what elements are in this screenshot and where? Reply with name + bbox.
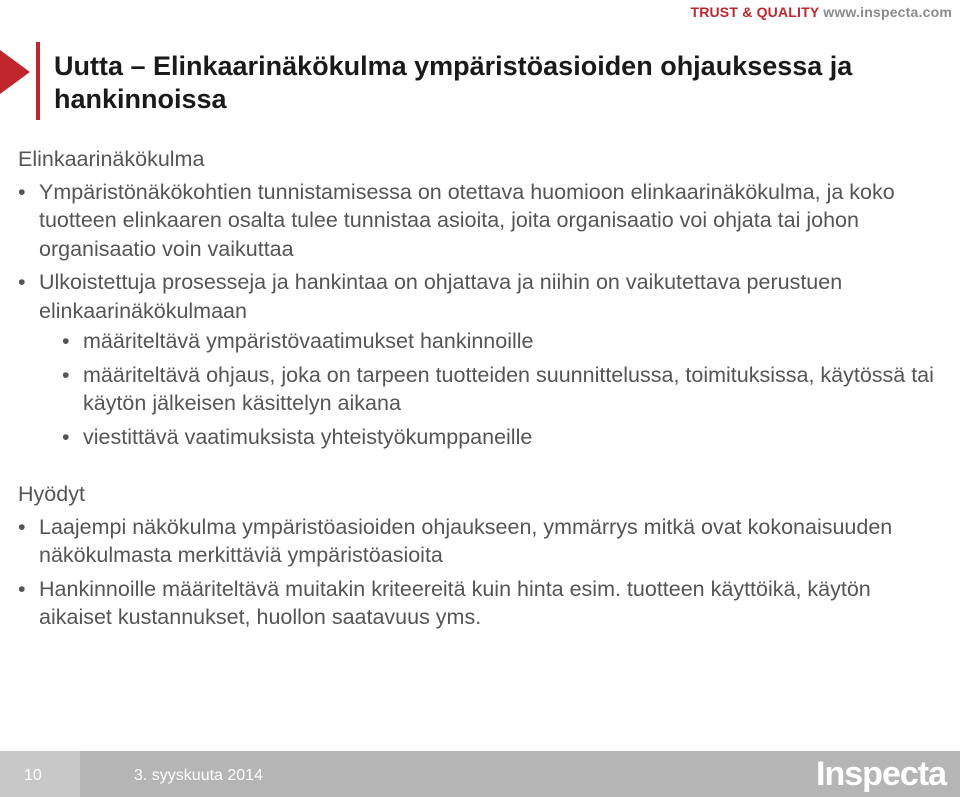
footer-page-box [0, 751, 80, 797]
list-item: • Ympäristönäkökohtien tunnistamisessa on otettava huomioon elinkaarinäkökulma, ja koko tuotteen elinkaaren osalta tulee tunnistaa asioita, joita organisaatio voi ohjata tai johon organisaatio voin vaikuttaa [18, 178, 938, 264]
section-lifecycle [18, 145, 938, 451]
title-accent-bar [36, 42, 40, 120]
list-item: • Laajempi näkökulma ympäristöasioiden ohjaukseen, ymmärrys mitkä ovat kokonaisuuden näkökulmasta merkittäviä ympäristöasioita [18, 513, 938, 570]
list-item-text: Ulkoistettuja prosesseja ja hankintaa on ohjattava ja niihin on vaikutettava perustuen elinkaarinäkökulmaan [39, 270, 843, 323]
bullet-list [18, 178, 938, 452]
slide-content [18, 145, 938, 637]
sub-list-item: • määriteltävä ohjaus, joka on tarpeen tuotteiden suunnittelussa, toimituksissa, käytössä tai käytön jälkeisen käsittelyn aikana [39, 361, 938, 418]
footer-bar [0, 751, 960, 797]
inspecta-logo: Inspecta [816, 755, 946, 793]
brand-tagline: TRUST & QUALITY [690, 4, 820, 20]
section-heading: Elinkaarinäkökulma [18, 147, 205, 171]
sub-bullet-list [39, 327, 938, 451]
section-benefits [18, 480, 938, 632]
brand-url: www.inspecta.com [823, 4, 952, 20]
footer-date: 3. syyskuuta 2014 [134, 767, 263, 784]
bullet-list [18, 513, 938, 632]
slide-title: Uutta – Elinkaarinäkökulma ympäristöasioiden ohjauksessa ja hankinnoissa [54, 51, 853, 115]
page-number: 10 [24, 767, 42, 784]
section-heading: Hyödyt [18, 482, 85, 506]
header-brand [690, 4, 952, 20]
section-spacer [18, 456, 938, 480]
list-item [18, 268, 938, 451]
sub-list-item: • määriteltävä ympäristövaatimukset hankinnoille [39, 327, 938, 356]
red-triangle-marker-icon [0, 50, 34, 94]
sub-list-item: • viestittävä vaatimuksista yhteistyökumppaneille [39, 423, 938, 452]
list-item: • Hankinnoille määriteltävä muitakin kriteereitä kuin hinta esim. tuotteen käyttöikä, käytön aikaiset kustannukset, huollon saatavuus yms. [18, 575, 938, 632]
